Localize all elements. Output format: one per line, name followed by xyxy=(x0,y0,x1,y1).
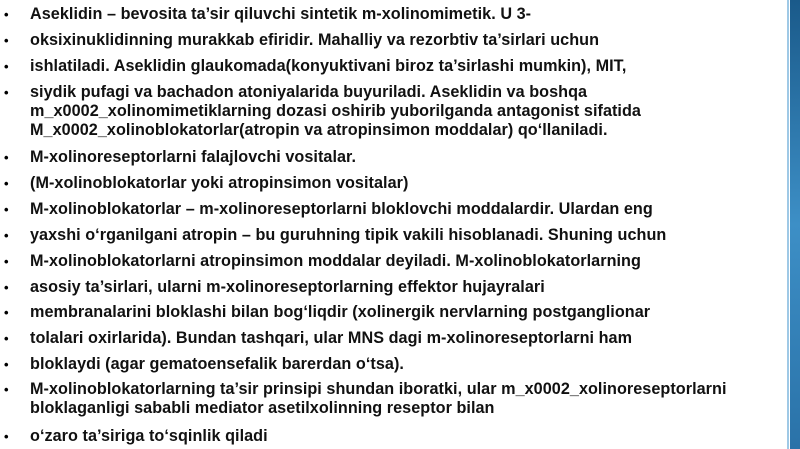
bullet-icon: • xyxy=(4,429,9,444)
bullet-icon: • xyxy=(4,331,9,346)
bullet-icon: • xyxy=(4,305,9,320)
bullet-text: M-xolinoblokatorlar – m-xolinoreseptorlarni bloklovchi moddalardir. Ulardan eng xyxy=(30,200,653,218)
bullet-text: siydik pufagi va bachadon atoniyalarida buyuriladi. Aseklidin va boshqa m_x0002_xolinomimetiklarning dozasi oshirib yuborilganda antagonist sifatida M_x0002_xolinoblokatorlar(atropin va atropinsimon moddalar) qo‘llaniladi. xyxy=(30,83,641,139)
bullet-text: ishlatiladi. Aseklidin glaukomada(konyuktivani biroz ta’sirlashi mumkin), MIT, xyxy=(30,57,627,75)
bullet-icon: • xyxy=(4,202,9,217)
bullet-text: oksixinuklidinning murakkab efiridir. Mahalliy va rezorbtiv ta’sirlari uchun xyxy=(30,31,600,49)
bullet-text: M-xolinoreseptorlarni falajlovchi vositalar. xyxy=(30,148,357,166)
bullet-text: M-xolinoblokatorlarning ta’sir prinsipi shundan iboratki, ular m_x0002_xolinoreseptorlarni bloklaganligi sababli mediator asetilxolinning reseptor bilan xyxy=(30,380,727,417)
bullet-icon: • xyxy=(4,150,9,165)
bullet-icon: • xyxy=(4,254,9,269)
bullet-icon: • xyxy=(4,85,9,100)
bullet-text: yaxshi o‘rganilgani atropin – bu guruhning tipik vakili hisoblanadi. Shuning uchun xyxy=(30,226,667,244)
bullet-text: (M-xolinoblokatorlar yoki atropinsimon vositalar) xyxy=(30,174,409,192)
bullet-text: M-xolinoblokatorlarni atropinsimon moddalar deyiladi. M-xolinoblokatorlarning xyxy=(30,252,641,270)
bullet-icon: • xyxy=(4,357,9,372)
bullet-icon: • xyxy=(4,59,9,74)
bullet-text: tolalari oxirlarida). Bundan tashqari, ular MNS dagi m-xolinoreseptorlarni ham xyxy=(30,329,633,347)
bullet-icon: • xyxy=(4,382,9,397)
bullet-text: o‘zaro ta’siriga to‘sqinlik qiladi xyxy=(30,427,268,445)
bullet-icon: • xyxy=(4,7,9,22)
bullet-text: asosiy ta’sirlari, ularni m-xolinoreseptorlarning effektor hujayralari xyxy=(30,278,545,296)
bullet-icon: • xyxy=(4,33,9,48)
bullet-icon: • xyxy=(4,280,9,295)
bullet-icon: • xyxy=(4,228,9,243)
bullet-text: membranalarini bloklashi bilan bog‘liqdir (xolinergik nervlarning postganglionar xyxy=(30,303,651,321)
slide-accent-bar xyxy=(790,0,800,449)
bullet-icon: • xyxy=(4,176,9,191)
bullet-text: bloklaydi (agar gematoensefalik barerdan o‘tsa). xyxy=(30,355,404,373)
bullet-text: Aseklidin – bevosita ta’sir qiluvchi sintetik m-xolinomimetik. U 3- xyxy=(30,5,532,23)
